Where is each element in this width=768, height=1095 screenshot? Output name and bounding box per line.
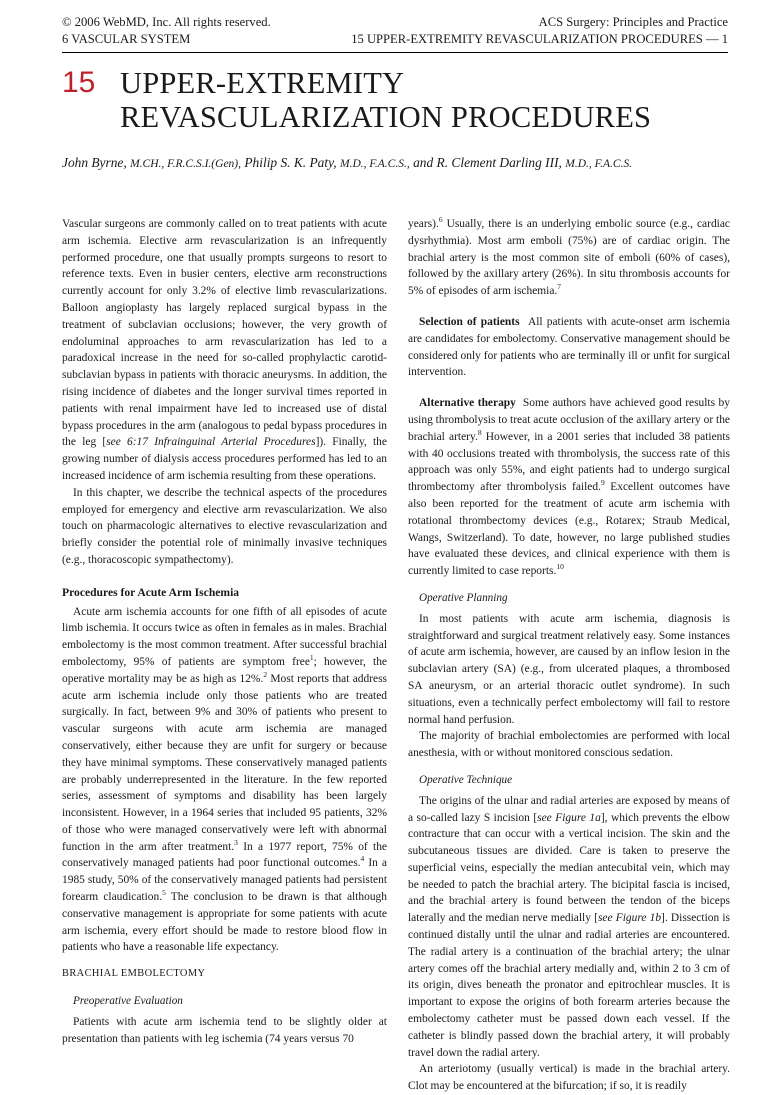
selection-paragraph: Selection of patients All patients with acute-onset arm ischemia are candidates for embolectomy. Conservative management should be considered only for patients who are terminally ill or unfit for surgical intervention. — [408, 315, 730, 379]
author-3: R. Clement Darling III, — [436, 155, 562, 170]
runin-selection-of-patients: Selection of patients — [419, 315, 520, 328]
right-column — [408, 216, 730, 1095]
acute-ischemia-paragraph: Acute arm ischemia accounts for one fifth of all episodes of acute limb ischemia. It occurs twice as often in females as in males. Brachial embolectomy is the most common treatment. After successful brachial embolectomy, 95% of patients are symptom free$^1$; however, the operative mortality may be as high as 12%.$^2$ Most reports that address acute arm ischemia include only those patients who are treated surgically. In fact, between 9% and 30% of patients who present to vascular surgeons with acute arm ischemia are managed conservatively, either because they are unfit for surgery or because they have minimal symptoms. These conservatively managed patients are probably underrepresented in the literature. In the few reported series, assessment of symptoms and disability has been largely inconsistent. However, in a 1964 series that included 95 patients, 32% of those who were managed conservatively were left with abnormal function in the arm after treatment.$^3$ In a 1977 report, 75% of the conservatively managed patients had poor functional outcomes.$^4$ In a 1985 study, 50% of the conservatively managed patients had persistent forearm claudication.$^5$ The conclusion to be drawn is that although conservative management is appropriate for some patients with acute arm ischemia, every effort should be made to restore blood flow in patients who have a reasonable life expectancy. — [62, 605, 388, 954]
author-1-credentials: M.CH., F.R.C.S.I.(Gen), — [130, 158, 242, 170]
operative-planning-paragraph-1: In most patients with acute arm ischemia, diagnosis is straightforward and surgical treatment relatively easy. Some instances of acute arm ischemia, however, are caused by an inflow lesion in the subclavian artery (SA) (e.g., from ulcerated plaques, a thrombosed SA aneurysm, or an arterial thoracic outlet syndrome). In such situations, even a technically perfect embolectomy will fail to restore normal hand perfusion. — [408, 612, 730, 726]
running-title: 15 UPPER-EXTREMITY REVASCULARIZATION PROCEDURES — 1 — [351, 32, 728, 46]
author-1: John Byrne, — [62, 155, 127, 170]
runin-alternative-therapy: Alternative therapy — [419, 397, 516, 410]
author-conjunction: and — [413, 155, 434, 170]
figure-1b-reference: see Figure 1b — [597, 912, 662, 925]
chapter-title — [120, 66, 651, 134]
copyright-notice: © 2006 WebMD, Inc. All rights reserved. — [62, 15, 271, 29]
author-3-credentials: M.D., F.A.C.S. — [565, 158, 633, 170]
book-title: ACS Surgery: Principles and Practice — [538, 15, 728, 29]
header-rule — [62, 52, 728, 53]
intro-paragraph-1: Vascular surgeons are commonly called on to treat patients with acute arm ischemia. Elective arm revascularization is an infrequently performed procedure, one that usually prompts surgeons to resort to reference texts. Even in busier centers, elective arm reconstructions currently account for only 3.2% of elective limb revascularizations. Balloon angioplasty has largely replaced surgical bypass in the treatment of subclavian occlusions; however, the very growth of endoluminal approaches to arm revascularization has led to a paradoxical increase in the need for so-called prophylactic carotid-subclavian bypass in patients with thoracic aneurysms. In addition, the rising incidence of diabetes and the longer survival times reported in patients with renal impairment have led to increased use of distal bypass procedures in the arm (analogous to pedal bypass procedures in the leg [see 6:17 Infrainguinal Arterial Procedures]). Finally, the growing number of dialysis access procedures performed has led to an increased incidence of arm ischemia resulting from these operations. — [62, 218, 387, 482]
intro-paragraph-2: In this chapter, we describe the technical aspects of the procedures employed for emergency and elective arm revascularization. We also touch on pharmacologic alternatives to elective revascularization and briefly consider the potential role of minimally invasive techniques (e.g., thoracoscopic sympathectomy). — [62, 486, 387, 566]
operative-technique-paragraph-2: An arteriotomy (usually vertical) is made in the brachial artery. Clot may be encountered at the bifurcation; if so, it is readily — [408, 1063, 730, 1093]
subheading-preoperative-evaluation: Preoperative Evaluation — [73, 995, 183, 1008]
author-2: Philip S. K. Paty, — [244, 155, 337, 170]
subheading-operative-planning: Operative Planning — [419, 591, 508, 604]
section-heading-acute-arm-ischemia: Procedures for Acute Arm Ischemia — [62, 585, 240, 599]
operative-planning-paragraph-2: The majority of brachial embolectomies are performed with local anesthesia, with or without monitored conscious sedation. — [408, 730, 730, 760]
operative-technique-paragraph-1: The origins of the ulnar and radial arteries are exposed by means of a so-called lazy S incision [see Figure 1a], which prevents the elbow contracture that can occur with a vertical incision. The skin and the subcutaneous tissues are divided. Care is taken to preserve the superficial veins, especially the median antecubital vein, which may be needed to patch the brachial artery. The bicipital fascia is incised, and the brachial artery is found between the tendon of the biceps laterally and the median nerve medially [see Figure 1b]. Dissection is continued distally until the ulnar and radial arteries are encountered. The radial artery is a continuation of the brachial artery; the ulnar artery comes off the brachial artery medially and, within 2 to 3 cm of its origin, dives beneath the pronator and epitrochlear muscles. It is important to expose the origins of both forearm arteries because the embolectomy catheter must be passed down each vessel. If the catheter is blindly passed down the brachial artery, it will probably travel down the radial artery. — [408, 794, 730, 1059]
chapter-number: 15 — [62, 66, 96, 99]
chapter-title-line2: REVASCULARIZATION PROCEDURES — [120, 100, 652, 134]
left-column — [62, 216, 387, 1047]
author-line — [62, 155, 728, 172]
alternative-therapy-paragraph: Alternative therapy Some authors have achieved good results by using thrombolysis to treat acute occlusion of the axillary artery or the brachial artery.$^8$ However, in a 2001 series that included 38 patients with 40 occlusions treated with thrombolysis, the success rate of this approach was only 55%, and eight patients had to undergo surgical thrombectomy after thrombolysis failed.$^9$ Excellent outcomes have also been reported for the treatment of acute arm ischemia with rotational thrombectomy devices (e.g., Rotarex; Straub Medical, Wangs, Switzerland). To date, however, no large published studies have evaluated these devices, and clinical experience with them is currently limited to case reports.$^{10}$ — [408, 397, 730, 578]
figure-1a-reference: see Figure 1a — [537, 811, 601, 824]
chapter-title-line1: UPPER-EXTREMITY — [120, 66, 405, 100]
preoperative-paragraph: Patients with acute arm ischemia tend to be slightly older at presentation than patients with leg ischemia (74 years versus 70 — [62, 1015, 387, 1045]
section-label: 6 VASCULAR SYSTEM — [62, 32, 191, 46]
author-2-credentials: M.D., F.A.C.S., — [339, 158, 410, 170]
subheading-operative-technique: Operative Technique — [419, 773, 513, 786]
continued-paragraph: years).$^6$ Usually, there is an underlying embolic source (e.g., cardiac dysrhythmia). Most arm emboli (75%) are of cardiac origin. The brachial artery is the most common site of emboli (60% of cases), followed by the axillary artery (26%). In situ thrombosis accounts for 5% of episodes of arm ischemia.$^7$ — [408, 215, 730, 298]
subheading-brachial-embolectomy: BRACHIAL EMBOLECTOMY — [62, 968, 206, 980]
